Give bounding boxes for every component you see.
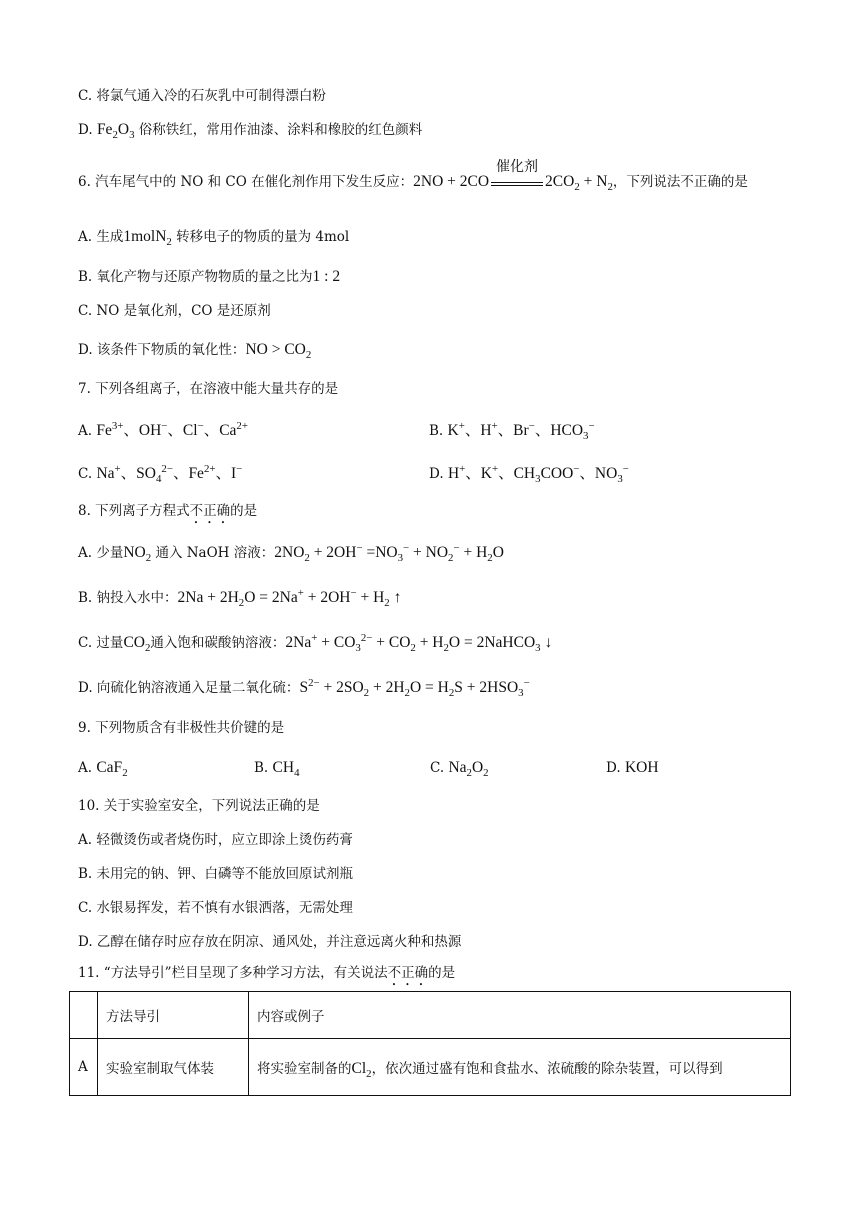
table-header-row bbox=[70, 992, 791, 1039]
row-method: 实验室制取气体装 bbox=[98, 1039, 249, 1096]
q9-option-d bbox=[606, 758, 659, 778]
ratio: 1 : 2 bbox=[312, 268, 341, 285]
option-line-d bbox=[78, 120, 422, 140]
formula-1molN2: 1molN$_2$ bbox=[123, 228, 172, 249]
reaction-lhs: 2NO + 2CO bbox=[413, 173, 490, 190]
formula-fe2o3: $Fe_2O_3$ bbox=[96, 121, 135, 142]
option-label: C. bbox=[430, 760, 445, 776]
q8-option-d bbox=[78, 678, 530, 698]
formula-cl2: $Cl_2$ bbox=[351, 1059, 372, 1080]
question-text: 9. 下列物质含有非极性共价键的是 bbox=[78, 720, 285, 736]
method-table bbox=[69, 991, 791, 1096]
formula-na2o2: $Na_2O_2$ bbox=[448, 759, 489, 780]
q6-option-c bbox=[78, 301, 271, 321]
option-label: B. bbox=[429, 423, 444, 439]
header-cell-method: 方法导引 bbox=[98, 992, 249, 1039]
q8-option-b bbox=[78, 588, 401, 608]
q7-option-d bbox=[429, 464, 629, 484]
q6-option-b bbox=[78, 267, 340, 287]
reaction-rhs: $2CO_2 + N_2$ bbox=[545, 173, 613, 194]
q9-option-a bbox=[78, 758, 128, 778]
q7-option-c bbox=[78, 464, 242, 484]
emphasis-text: 不正确 bbox=[387, 965, 429, 981]
option-text: A. 少量 bbox=[78, 545, 124, 561]
equation-c: $2Na^+ + CO_3^{2-} + CO_2 + H_2O$ = 2NaHCO$_3$ ↓ bbox=[285, 631, 553, 655]
q9-option-b bbox=[254, 758, 299, 778]
formula-ch4: $CH_4$ bbox=[272, 759, 300, 780]
row-label: A bbox=[70, 1039, 98, 1096]
header-cell-content: 内容或例子 bbox=[249, 992, 791, 1039]
question-text: 10. 关于实验室安全，下列说法正确的是 bbox=[78, 798, 320, 814]
question-6 bbox=[78, 159, 748, 194]
question-7 bbox=[78, 379, 338, 399]
question-text: 11. “方法导引”栏目呈现了多种学习方法，有关说法 bbox=[78, 965, 388, 981]
option-line-c bbox=[78, 86, 326, 106]
q10-option-d bbox=[78, 932, 461, 952]
option-label: A. bbox=[78, 423, 93, 439]
option-label: D. bbox=[78, 122, 97, 138]
q6-option-d bbox=[78, 340, 311, 360]
q8-option-c bbox=[78, 633, 552, 653]
question-8 bbox=[78, 501, 257, 527]
ions-c: Na+、$SO_4^{2-}$、$Fe^{2+}$、I− bbox=[96, 462, 243, 486]
q9-option-c bbox=[430, 758, 489, 778]
content-text: 将实验室制备的 bbox=[257, 1060, 352, 1077]
option-text: 转移电子的物质的量为 4mol bbox=[176, 229, 350, 245]
question-text: 的是 bbox=[428, 965, 456, 981]
formula-caf2: CaF$_2$ bbox=[96, 759, 128, 780]
option-label: C. bbox=[78, 466, 93, 482]
formula-koh: KOH bbox=[624, 759, 659, 776]
q10-option-a bbox=[78, 830, 353, 850]
q10-option-c bbox=[78, 898, 353, 918]
q7-option-b bbox=[429, 421, 595, 441]
catalyst-label: 催化剂 bbox=[496, 159, 539, 175]
option-text: B. 未用完的钠、钾、白磷等不能放回原试剂瓶 bbox=[78, 866, 354, 882]
option-text: A. 轻微烫伤或者烧伤时，应立即涂上烫伤药膏 bbox=[78, 832, 353, 848]
option-label: B. bbox=[254, 760, 269, 776]
question-text: 8. 下列离子方程式 bbox=[78, 503, 190, 519]
option-label: D. bbox=[429, 466, 444, 482]
option-text: D. 该条件下物质的氧化性： bbox=[78, 342, 246, 358]
table-row bbox=[70, 1039, 791, 1096]
formula-no2: $NO_2$ bbox=[123, 544, 152, 565]
ions-d: H+、K+、$CH_3COO^-$、$NO_3^-$ bbox=[447, 462, 629, 486]
question-text: ，下列说法不正确的是 bbox=[612, 174, 748, 190]
option-text: C. 过量 bbox=[78, 635, 124, 651]
q10-option-b bbox=[78, 864, 353, 884]
ions-b: K+、H+、Br−、$HCO_3^-$ bbox=[447, 419, 595, 443]
header-cell-blank bbox=[70, 992, 98, 1039]
question-text: 的是 bbox=[230, 503, 258, 519]
option-text: 俗称铁红，常用作油漆、涂料和橡胶的红色颜料 bbox=[138, 122, 423, 138]
catalyst-arrow bbox=[491, 159, 543, 186]
formula-oxidation: NO > $CO_2$ bbox=[245, 341, 312, 362]
ions-a: $Fe^{3+}$、OH−、Cl−、$Ca^{2+}$ bbox=[96, 419, 248, 439]
option-text: 通入 NaOH 溶液： bbox=[155, 545, 275, 561]
question-11 bbox=[78, 963, 455, 989]
option-text: A. 生成 bbox=[78, 229, 124, 245]
option-text: C. NO 是氧化剂，CO 是还原剂 bbox=[78, 303, 271, 319]
emphasis-text: 不正确 bbox=[189, 503, 231, 519]
equation-d: $S^{2-} + 2SO_2 + 2H_2O = H_2S + 2HSO_3^-$ bbox=[299, 676, 530, 700]
question-text: 7. 下列各组离子，在溶液中能大量共存的是 bbox=[78, 381, 339, 397]
content-text: ，依次通过盛有饱和食盐水、浓硫酸的除杂装置，可以得到 bbox=[371, 1060, 723, 1077]
equation-a: $2NO_2 + 2OH^- =NO_3^- + NO_2^- + H_2O$ bbox=[274, 541, 504, 565]
option-label: A. bbox=[78, 760, 93, 776]
option-text: C. 水银易挥发，若不慎有水银洒落，无需处理 bbox=[78, 900, 353, 916]
option-text: C. 将氯气通入冷的石灰乳中可制得漂白粉 bbox=[78, 88, 326, 104]
option-text: D. 乙醇在储存时应存放在阴凉、通风处，并注意远离火种和热源 bbox=[78, 934, 462, 950]
formula-co2: $CO_2$ bbox=[123, 634, 151, 655]
q8-option-a bbox=[78, 543, 504, 563]
question-9 bbox=[78, 718, 284, 738]
option-label: D. bbox=[606, 760, 621, 776]
equation-b: $2Na + 2H_2O = 2Na^+ + 2OH^- + H_2$ ↑ bbox=[177, 586, 402, 610]
option-text: 通入饱和碳酸钠溶液： bbox=[150, 635, 286, 651]
q7-option-a bbox=[78, 421, 248, 441]
option-text: D. 向硫化钠溶液通入足量二氧化硫： bbox=[78, 680, 300, 696]
question-text: 6. 汽车尾气中的 NO 和 CO 在催化剂作用下发生反应： bbox=[78, 174, 414, 190]
q6-option-a bbox=[78, 227, 349, 247]
row-content bbox=[249, 1039, 791, 1096]
option-text: B. 钠投入水中： bbox=[78, 590, 178, 606]
question-10 bbox=[78, 796, 320, 816]
option-text: B. 氧化产物与还原产物物质的量之比为 bbox=[78, 269, 313, 285]
